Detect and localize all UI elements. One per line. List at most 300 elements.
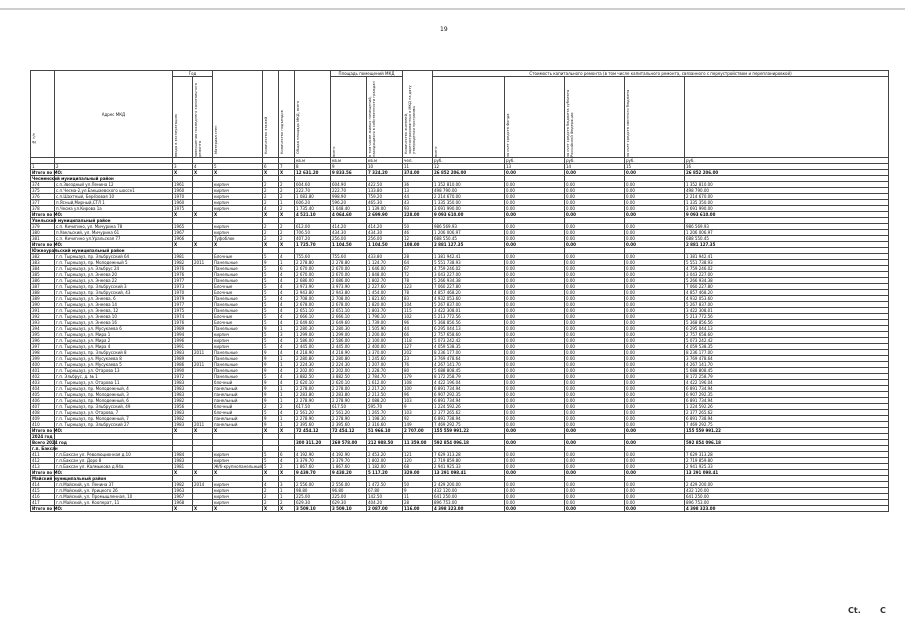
table-cell: 66: [403, 332, 433, 338]
table-cell: 4 932 053.60: [685, 296, 889, 302]
table-cell: X: [279, 242, 295, 248]
table-cell: г.п. Тырныауз, ул. Отарова 11: [55, 380, 173, 386]
table-cell: 4: [279, 368, 295, 374]
table-cell: 396: [31, 338, 55, 344]
table-cell: кирпич: [213, 194, 263, 200]
table-cell: 4 218.90: [295, 350, 331, 356]
table-cell: панельный: [213, 392, 263, 398]
table-cell: 391: [31, 308, 55, 314]
table-cell: 2: [263, 404, 279, 410]
table-cell: 5 551 738.93: [433, 260, 505, 266]
table-cell: 6 891 738.94: [685, 416, 889, 422]
table-cell: X: [193, 212, 213, 218]
table-cell: Всего 2024 год: [32, 440, 67, 445]
table-cell: 0.00: [505, 362, 565, 368]
table-cell: 36: [403, 182, 433, 188]
table-cell: Панельные: [213, 302, 263, 308]
table-cell: 0.00: [565, 212, 625, 218]
table-cell: Итого по МО:: [32, 212, 63, 217]
table-cell: 387: [31, 284, 55, 290]
table-cell: 0.00: [505, 494, 565, 500]
table-cell: 7 469 292.75: [433, 422, 505, 428]
table-cell: г.п. Тырныауз, ул. Энеева, 6: [55, 296, 173, 302]
table-cell: 104: [403, 302, 433, 308]
corner-mark-2: C: [880, 606, 886, 615]
table-cell: 225.00: [331, 494, 367, 500]
table-cell: 0.00: [505, 482, 565, 488]
table-cell: 0.00: [565, 242, 625, 248]
colnum-row-cell: 2: [55, 164, 173, 170]
table-cell: 5: [263, 344, 279, 350]
table-cell: 434.30: [331, 230, 367, 236]
table-cell: 5 266 934.38: [685, 278, 889, 284]
table-cell: 2 651.10: [295, 308, 331, 314]
table-cell: 1967: [173, 230, 193, 236]
table-cell: 0.00: [565, 266, 625, 272]
table-cell: 3 691 990.00: [433, 206, 505, 212]
table-cell: 0.00: [565, 506, 625, 512]
table-cell: 2 224.30: [331, 362, 367, 368]
table-cell: 2 202.00: [295, 368, 331, 374]
table-cell: 9: [263, 326, 279, 332]
table-cell: 0.00: [565, 230, 625, 236]
table-cell: г.п. Тырныауз, пр. Молодежный 5: [55, 260, 173, 266]
table-cell: 0.00: [625, 296, 685, 302]
table-cell: 2 316.60: [367, 422, 403, 428]
table-cell: 5: [263, 374, 279, 380]
table-cell: 0.00: [505, 182, 565, 188]
table-cell: 432 120.00: [433, 488, 505, 494]
table-cell: 9: [263, 368, 279, 374]
table-cell: 2 283.80: [295, 392, 331, 398]
table-cell: 179: [403, 374, 433, 380]
table-cell: 2 699.90: [367, 212, 403, 218]
table-cell: 83: [403, 296, 433, 302]
table-cell: 12 631.20: [295, 170, 331, 176]
table-cell: 3 973.90: [331, 284, 367, 290]
header-entrances: Количество подъездов: [279, 71, 295, 158]
colnum-row-cell: 11: [403, 164, 433, 170]
table-cell: 5: [263, 278, 279, 284]
table-cell: 0.00: [625, 332, 685, 338]
table-cell: 5: [263, 290, 279, 296]
table-cell: X: [213, 428, 263, 434]
table-cell: 0.00: [565, 296, 625, 302]
table-cell: 0.00: [565, 368, 625, 374]
table-cell: 0.00: [565, 482, 625, 488]
table-cell: 1 381 942.41: [433, 254, 505, 260]
table-cell: 0.00: [625, 410, 685, 416]
table-cell: 98.80: [295, 488, 331, 494]
table-cell: 604.60: [295, 182, 331, 188]
table-cell: 0.00: [565, 350, 625, 356]
table-cell: г.п.Баксан ул. Революционная д.10: [55, 452, 173, 458]
table-cell: 1981: [173, 254, 193, 260]
table-cell: 0.00: [565, 500, 625, 506]
table-cell: 1 245.60: [367, 356, 403, 362]
table-cell: 2 395.60: [331, 422, 367, 428]
table-cell: 0.00: [565, 386, 625, 392]
table-cell: 1: [279, 398, 295, 404]
table-cell: 6 295 044.13: [433, 326, 505, 332]
table-cell: 102: [403, 314, 433, 320]
table-cell: 2 686.00: [331, 278, 367, 284]
table-cell: 9: [263, 356, 279, 362]
table-cell: 0.00: [505, 452, 565, 458]
table-cell: 116.00: [403, 506, 433, 512]
table-cell: 2 719 859.80: [433, 458, 505, 464]
table-cell: 1 725.70: [295, 242, 331, 248]
table-cell: 2011: [193, 260, 213, 266]
table-cell: 1983: [173, 380, 193, 386]
top-edge-line: [0, 8, 905, 10]
table-cell: 404.20: [367, 500, 403, 506]
table-cell: г.п. Тырныауз, ул. Энеева 22: [55, 278, 173, 284]
table-cell: 592 854 096.18: [433, 440, 505, 446]
units-row-cell: руб.: [685, 158, 889, 164]
table-cell: 329.00: [403, 470, 433, 476]
table-cell: 375: [31, 188, 55, 194]
table-cell: 108: [403, 380, 433, 386]
header-residents: Количество жителей, зарегистрированных в МКД на дату утверждения программы: [403, 71, 433, 158]
table-cell: 0.00: [625, 374, 685, 380]
table-cell: 0.00: [505, 392, 565, 398]
colnum-row-cell: 1: [31, 164, 55, 170]
table-cell: 96: [403, 320, 433, 326]
table-cell: 142.50: [367, 494, 403, 500]
table-cell: 380: [31, 230, 55, 236]
table-cell: 1977: [173, 302, 193, 308]
table-cell: 0.00: [505, 428, 565, 434]
table-cell: 432 120.00: [685, 488, 889, 494]
table-cell: кирпич: [213, 230, 263, 236]
table-cell: X: [173, 242, 193, 248]
table-cell: 5 368 856.56: [685, 320, 889, 326]
table-cell: 0.00: [625, 428, 685, 434]
table-cell: 381: [31, 236, 55, 242]
table-cell: 0.00: [625, 398, 685, 404]
table-cell: 759.20: [367, 194, 403, 200]
table-cell: г.п. Тырныауз, ул. Энеева, 12: [55, 308, 173, 314]
table-cell: г.п. Тырныауз, пр. Молодежный, 6: [55, 398, 173, 404]
table-cell: 0.00: [625, 386, 685, 392]
table-cell: 3 379.70: [331, 458, 367, 464]
table-cell: 1 207.00: [367, 362, 403, 368]
table-cell: 402: [31, 374, 55, 380]
table-cell: 2 202.00: [331, 368, 367, 374]
table-cell: 2 453.20: [367, 452, 403, 458]
table-cell: 404: [31, 386, 55, 392]
table-cell: 2 561.20: [331, 410, 367, 416]
table-cell: 1968: [173, 500, 193, 506]
table-cell: 0.00: [565, 320, 625, 326]
table-cell: 414.20: [367, 224, 403, 230]
table-cell: 0.00: [565, 374, 625, 380]
header-cost-group: Стоимость капитального ремонта (в том числе капитального ремонта, связанного с переустройством и перепланировкой): [433, 71, 889, 77]
colnum-row-cell: 8: [295, 164, 331, 170]
table-cell: 67: [403, 266, 433, 272]
table-cell: 2 088.20: [367, 398, 403, 404]
table-cell: 2 278.90: [295, 398, 331, 404]
table-cell: 8 172 258.79: [433, 374, 505, 380]
table-cell: 0.00: [625, 356, 685, 362]
table-cell: 5: [263, 314, 279, 320]
table-cell: 397: [31, 344, 55, 350]
table-cell: Итого по МО:: [32, 428, 63, 433]
table-cell: 2 651.10: [331, 308, 367, 314]
table-cell: 1996: [173, 338, 193, 344]
table-cell: 6 891 738.94: [433, 416, 505, 422]
table-cell: Панельные: [213, 326, 263, 332]
table-cell: 410: [31, 422, 55, 428]
table-cell: 1 299.00: [295, 332, 331, 338]
table-cell: X: [173, 170, 193, 176]
table-cell: 390: [31, 302, 55, 308]
table-cell: 422.50: [367, 182, 403, 188]
table-cell: 0.00: [505, 260, 565, 266]
table-cell: X: [279, 470, 295, 476]
table-cell: 2 224.30: [295, 362, 331, 368]
table-cell: X: [263, 506, 279, 512]
header-address: Адрес МКД: [55, 71, 173, 158]
table-cell: 408: [31, 410, 55, 416]
table-cell: 0.00: [565, 170, 625, 176]
table-cell: 9: [263, 386, 279, 392]
table-cell: 1 735.40: [295, 206, 331, 212]
table-cell: 0.00: [625, 314, 685, 320]
table-cell: 1960: [173, 200, 193, 206]
table-cell: 0.00: [505, 470, 565, 476]
table-cell: Панельные: [213, 356, 263, 362]
table-cell: 0.00: [565, 314, 625, 320]
table-cell: 4: [279, 458, 295, 464]
table-cell: 0.00: [625, 488, 685, 494]
table-cell: 998.90: [331, 194, 367, 200]
table-cell: 2024 год: [32, 434, 53, 439]
table-cell: 0.00: [505, 308, 565, 314]
table-cell: 629.30: [295, 500, 331, 506]
table-cell: 72 454.12: [295, 428, 331, 434]
table-cell: 80: [403, 368, 433, 374]
table-cell: 1 083.80: [295, 194, 331, 200]
table-cell: 9: [263, 422, 279, 428]
table-cell: 8 236 177.00: [433, 350, 505, 356]
table-cell: 433.80: [367, 254, 403, 260]
table-cell: 4: [263, 482, 279, 488]
table-cell: Панельные: [213, 308, 263, 314]
table-cell: 385: [31, 272, 55, 278]
table-cell: 400: [31, 362, 55, 368]
table-cell: Панельные: [213, 374, 263, 380]
table-cell: 3 043 227.00: [685, 272, 889, 278]
table-cell: 413: [31, 464, 55, 470]
table-cell: 2 757 658.60: [433, 332, 505, 338]
table-cell: 11 359.00: [403, 440, 433, 446]
table-cell: блочный: [213, 404, 263, 410]
table-cell: 1: [279, 494, 295, 500]
table-cell: Итого по МО:: [32, 470, 63, 475]
table-cell: 2 217.20: [367, 386, 403, 392]
table-cell: 1 739.00: [367, 320, 403, 326]
table-cell: 1 867.60: [295, 464, 331, 470]
table-cell: 1: [279, 422, 295, 428]
table-cell: 0.00: [505, 422, 565, 428]
table-cell: 2: [279, 230, 295, 236]
table-cell: 1966: [173, 236, 193, 242]
table-cell: 1 335 350.00: [685, 200, 889, 206]
table-cell: 3: [279, 482, 295, 488]
table-cell: 2 400.00: [367, 344, 403, 350]
header-no: № п/п: [31, 71, 55, 158]
table-cell: 592 854 096.18: [685, 440, 889, 446]
colnum-row-cell: 5: [213, 164, 263, 170]
table-cell: 1 335 350.00: [433, 200, 505, 206]
table-cell: г.п. Эльбрус, д. № 1: [55, 374, 173, 380]
table-cell: 0.00: [625, 470, 685, 476]
table-cell: 155 559 991.22: [433, 428, 505, 434]
table-cell: 5: [263, 464, 279, 470]
table-cell: 0.00: [625, 290, 685, 296]
table-cell: 2 784.70: [367, 374, 403, 380]
table-cell: г.п.Майский, ул. Ленина 37: [55, 482, 173, 488]
table-cell: 2 429 200.00: [685, 482, 889, 488]
table-cell: 5 688 808.45: [685, 368, 889, 374]
header-year-reconstruction: завершения последнего капитального ремонта: [193, 77, 213, 158]
table-cell: 2011: [193, 362, 213, 368]
table-cell: 300 311.20: [295, 440, 331, 446]
table-cell: X: [213, 470, 263, 476]
colnum-row-cell: 13: [505, 164, 565, 170]
table-cell: 0.00: [505, 230, 565, 236]
table-cell: 0.00: [565, 326, 625, 332]
table-cell: 0.00: [565, 488, 625, 494]
table-cell: 2 213.50: [367, 392, 403, 398]
table-cell: 4 857 468.20: [685, 290, 889, 296]
table-cell: Южноуральский муниципальный район: [32, 248, 125, 253]
table-cell: Туфоблок: [213, 236, 263, 242]
table-cell: 0.00: [565, 278, 625, 284]
units-row-cell: кв.м: [331, 158, 367, 164]
units-row-cell: кв.м: [295, 158, 331, 164]
table-cell: 1 381 942.41: [685, 254, 889, 260]
table-cell: 0.00: [625, 224, 685, 230]
table-cell: 1983: [173, 392, 193, 398]
table-body: [31, 170, 889, 512]
units-row-cell: руб.: [433, 158, 505, 164]
table-cell: 5 073 242.42: [433, 338, 505, 344]
table-cell: 9: [403, 488, 433, 494]
table-cell: 1 352 810.00: [685, 182, 889, 188]
table-cell: 0.00: [565, 344, 625, 350]
table-cell: 0.00: [505, 254, 565, 260]
table-cell: 0.00: [505, 320, 565, 326]
table-cell: 2 586.00: [295, 338, 331, 344]
table-cell: 986 569.93: [433, 224, 505, 230]
table-cell: 9: [263, 362, 279, 368]
colnum-row-cell: 7: [279, 164, 295, 170]
table-cell: 0.00: [625, 344, 685, 350]
table-cell: 405: [31, 392, 55, 398]
table-cell: 755.60: [295, 254, 331, 260]
table-cell: 1983: [173, 422, 193, 428]
table-cell: 406: [31, 398, 55, 404]
table-cell: г.п. Тырныауз, ул. Эльбрус 24: [55, 266, 173, 272]
table-cell: 0.00: [565, 494, 625, 500]
table-cell: 0.00: [505, 200, 565, 206]
table-cell: 0.00: [565, 362, 625, 368]
table-cell: кирпич: [213, 452, 263, 458]
table-cell: 9 438.20: [331, 470, 367, 476]
table-cell: 1: [279, 386, 295, 392]
table-cell: кирпич: [213, 338, 263, 344]
table-cell: 1: [279, 416, 295, 422]
units-row-cell: руб.: [565, 158, 625, 164]
table-cell: 0.00: [565, 194, 625, 200]
table-cell: 2: [263, 494, 279, 500]
table-cell: 2 377 265.62: [433, 410, 505, 416]
table-cell: 2 620.10: [295, 380, 331, 386]
table-cell: 395: [31, 332, 55, 338]
table-cell: 4: [279, 296, 295, 302]
table-cell: 2 283.80: [331, 392, 367, 398]
table-cell: 1979: [173, 296, 193, 302]
table-cell: г.п. Тырныауз, пр. Молодежный, 4: [55, 386, 173, 392]
table-cell: 0.00: [505, 488, 565, 494]
table-cell: 1 848.00: [367, 272, 403, 278]
table-cell: 0.00: [625, 338, 685, 344]
table-cell: 0.00: [505, 356, 565, 362]
table-cell: 1989: [173, 326, 193, 332]
table-cell: кирпич: [213, 488, 263, 494]
table-cell: 755.60: [331, 254, 367, 260]
table-cell: 5 266 934.38: [433, 278, 505, 284]
table-cell: 706.50: [295, 230, 331, 236]
table-cell: 0.00: [505, 404, 565, 410]
table-cell: 1989: [173, 356, 193, 362]
table-cell: 0.00: [505, 236, 565, 242]
table-cell: 617.50: [331, 404, 367, 410]
table-cell: 5: [263, 452, 279, 458]
table-cell: 2 280.30: [331, 326, 367, 332]
table-cell: 2 943.80: [295, 290, 331, 296]
table-cell: 4: [279, 350, 295, 356]
colnum-row-cell: 12: [433, 164, 505, 170]
table-cell: панельный: [213, 422, 263, 428]
table-cell: 26 852 206.00: [685, 170, 889, 176]
table-cell: г.п. Тырныауз, пр. Эльбрусский 27: [55, 422, 173, 428]
table-cell: 2 278.90: [331, 398, 367, 404]
table-cell: г.п.Майский, ул. Промышленная, 10: [55, 494, 173, 500]
table-cell: 2 278.00: [295, 386, 331, 392]
table-cell: 7 324.20: [367, 170, 403, 176]
table-cell: 641 250.00: [685, 494, 889, 500]
table-cell: 2 708.00: [331, 296, 367, 302]
table-cell: 2 941 925.33: [685, 464, 889, 470]
table-cell: 7 629 313.28: [685, 452, 889, 458]
table-cell: 4 218.90: [331, 350, 367, 356]
table-cell: Панельные: [213, 368, 263, 374]
table-cell: 1 612.00: [367, 380, 403, 386]
table-cell: 4 192.90: [295, 452, 331, 458]
table-cell: г.п. Тырныауз, ул. Энеева 16: [55, 320, 173, 326]
header-premises-total: всего: [331, 77, 367, 158]
table-cell: 5: [263, 458, 279, 464]
table-cell: 1 124.70: [367, 260, 403, 266]
table-cell: 612.00: [295, 224, 331, 230]
table-cell: 1982: [173, 398, 193, 404]
table-cell: 1 472.50: [367, 482, 403, 488]
table-cell: X: [213, 170, 263, 176]
